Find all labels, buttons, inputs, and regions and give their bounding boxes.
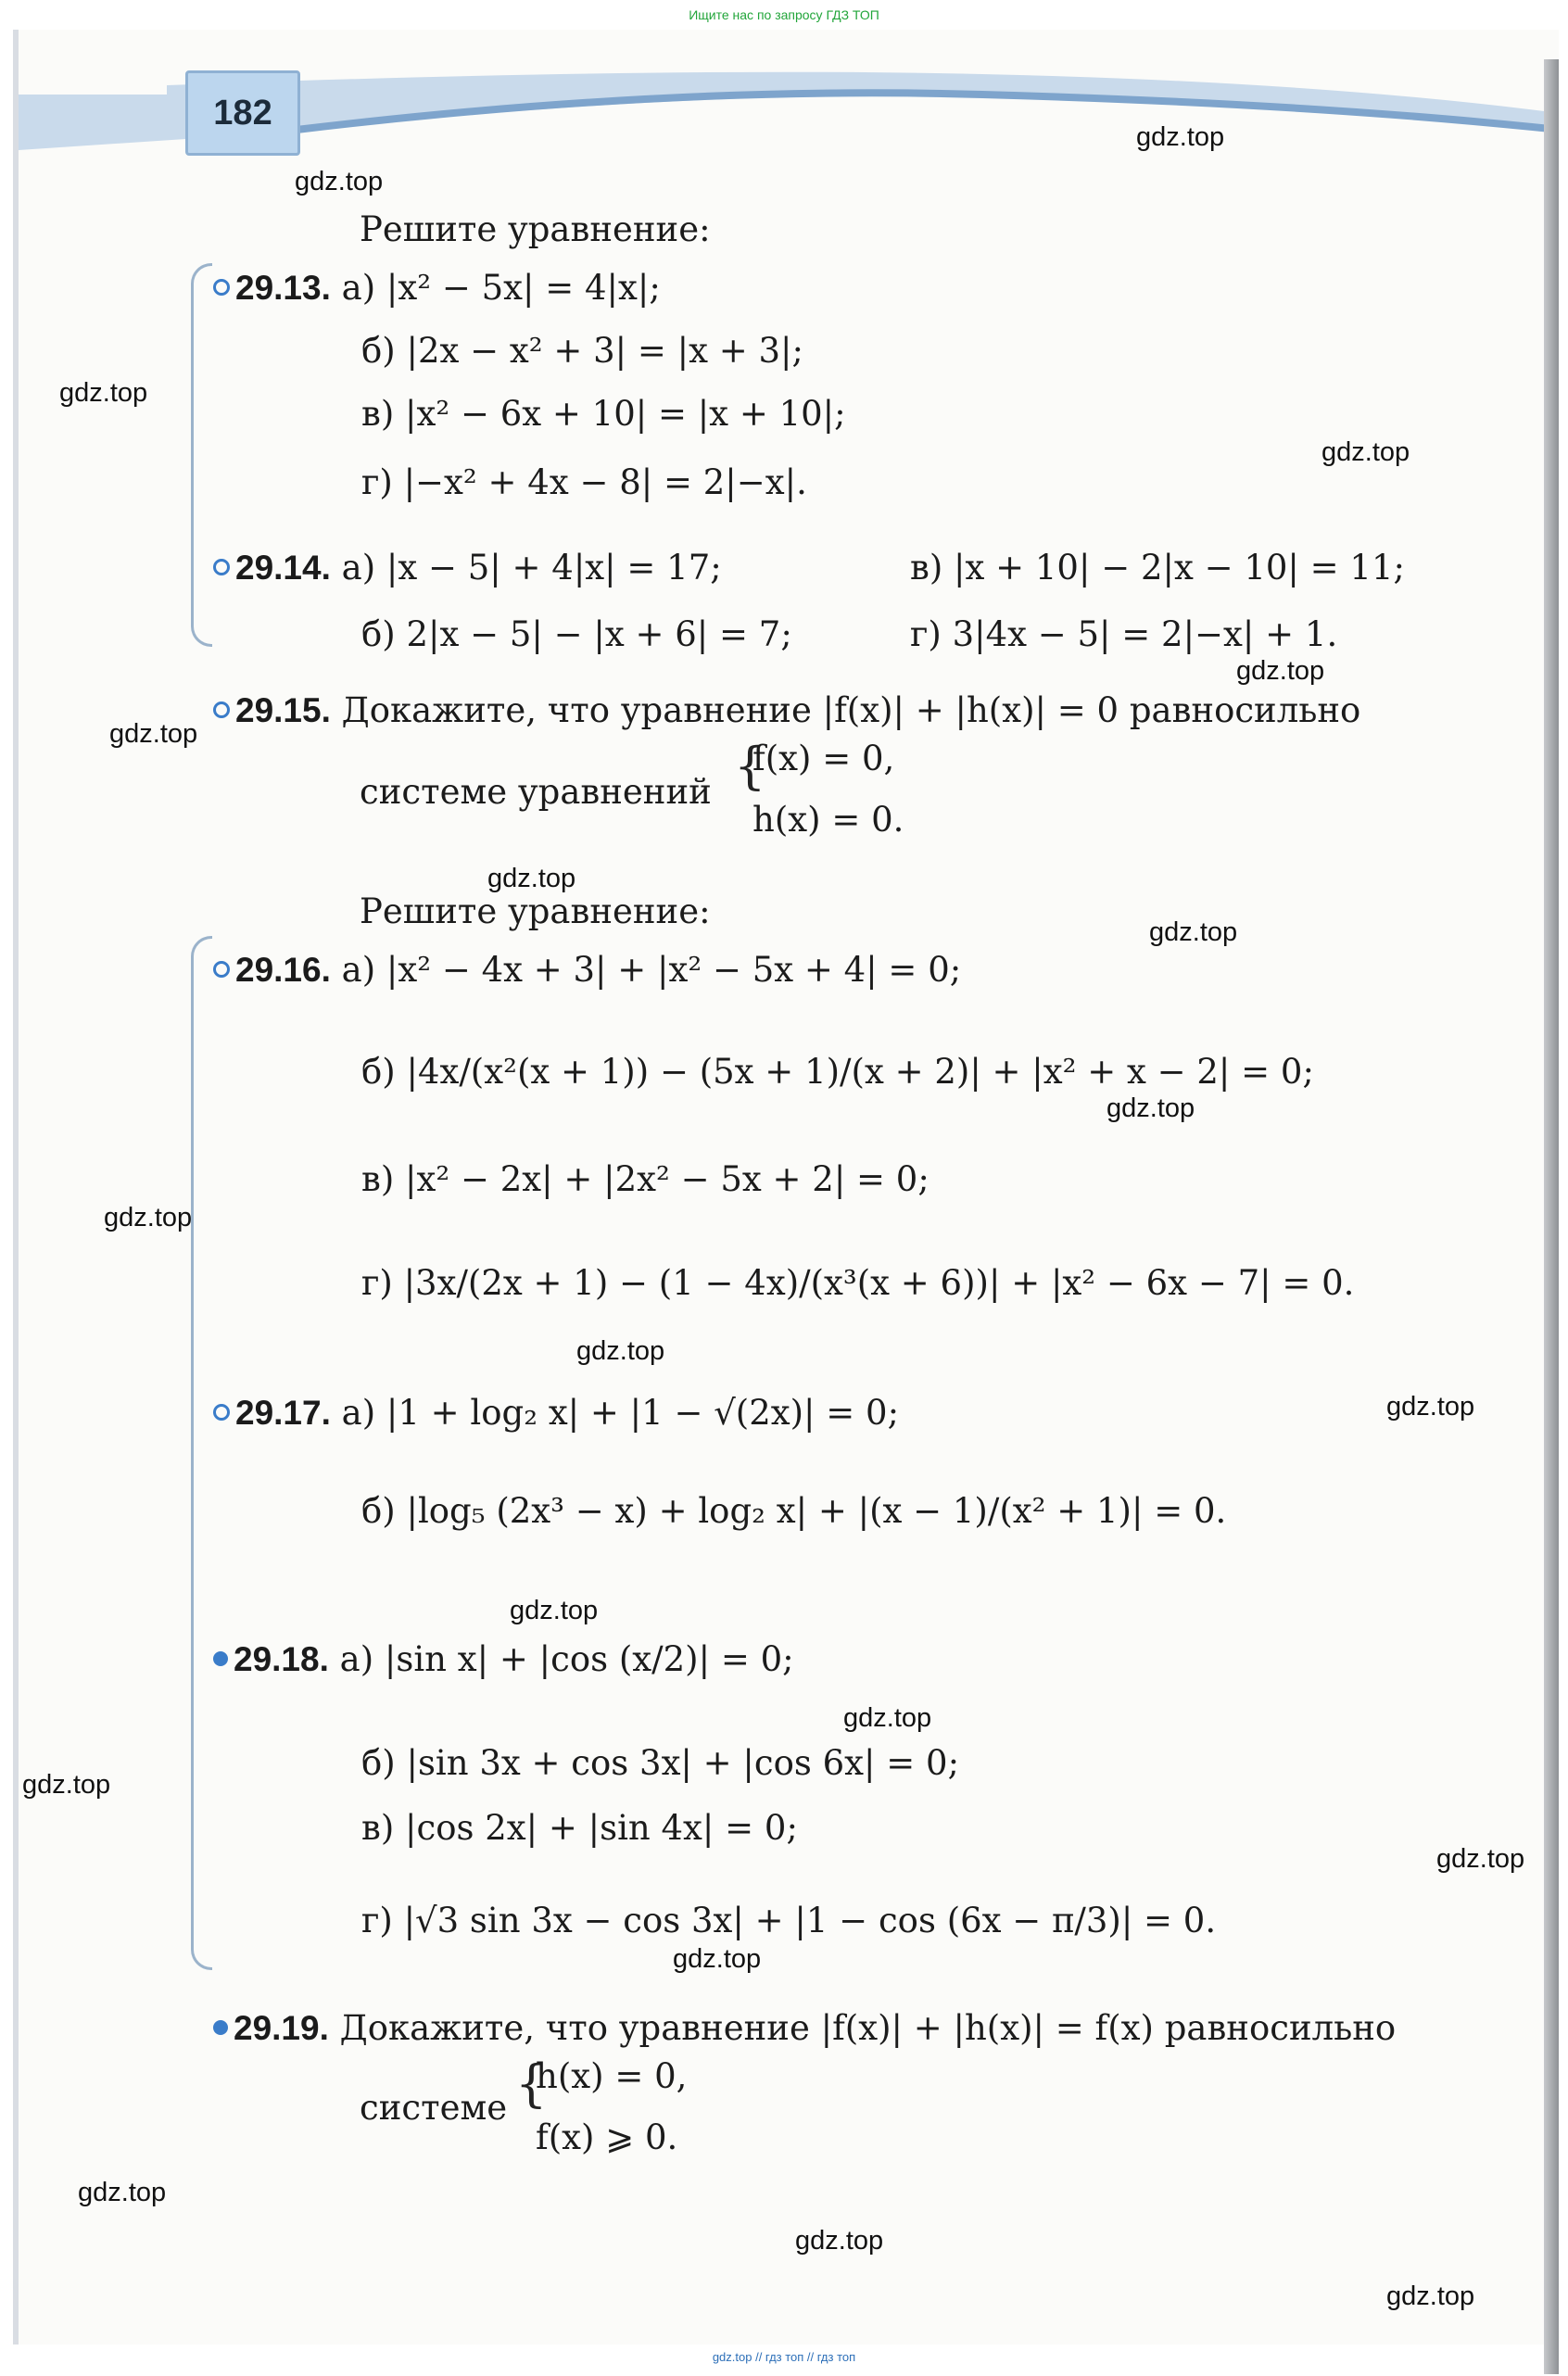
problem-text: системе [360,2088,508,2128]
problem-text: системе уравнений [360,772,712,812]
system-eq: h(x) = 0, [536,2056,688,2096]
watermark: gdz.top [1386,2281,1475,2311]
system-eq: h(x) = 0. [752,800,904,840]
watermark: gdz.top [576,1336,665,1366]
bottom-banner: gdz.top // гдз топ // гдз топ [712,2350,856,2364]
problem-29-15: 29.15. Докажите, что уравнение |f(x)| + |h(x)| = 0 равносильно [213,693,1360,727]
section-heading: Решите уравнение: [360,209,711,249]
watermark: gdz.top [295,167,384,196]
page-number: 182 [185,70,300,156]
problem-part: г) |−x² + 4x − 8| = 2|−x|. [361,462,807,502]
watermark: gdz.top [1136,122,1225,152]
problem-29-19: 29.19. Докажите, что уравнение |f(x)| + |h(x)| = f(x) равносильно [213,2011,1396,2045]
open-circle-icon [213,961,230,978]
top-banner: Ищите нас по запросу ГДЗ ТОП [689,7,879,22]
watermark: gdz.top [1386,1392,1475,1422]
open-circle-icon [213,279,230,296]
open-circle-icon [213,559,230,575]
watermark: gdz.top [795,2226,884,2256]
problem-part: г) |3x/(2x + 1) − (1 − 4x)/(x³(x + 6))| + |x² − 6x − 7| = 0. [361,1263,1355,1303]
watermark: gdz.top [487,864,576,893]
problem-part: в) |x² − 6x + 10| = |x + 10|; [361,394,846,434]
problem-part: в) |x² − 2x| + |2x² − 5x + 2| = 0; [361,1159,929,1199]
filled-circle-icon [213,2020,228,2035]
problem-part: в) |x + 10| − 2|x − 10| = 11; [910,548,1405,588]
problem-part: б) |sin 3x + cos 3x| + |cos 6x| = 0; [361,1743,960,1783]
group-bracket [191,936,212,1970]
watermark: gdz.top [22,1770,111,1800]
watermark: gdz.top [78,2178,167,2207]
problem-part: б) |2x − x² + 3| = |x + 3|; [361,331,803,371]
problem-part: б) 2|x − 5| − |x + 6| = 7; [361,614,792,654]
problem-29-13: 29.13. а) |x² − 5x| = 4|x|; [213,271,661,305]
system-eq: f(x) = 0, [752,739,895,778]
filled-circle-icon [213,1651,228,1666]
watermark: gdz.top [843,1703,932,1733]
system-eq: f(x) ⩾ 0. [536,2117,678,2157]
watermark: gdz.top [673,1944,762,1974]
watermark: gdz.top [109,719,198,749]
problem-29-14: 29.14. а) |x − 5| + 4|x| = 17; [213,550,722,585]
group-bracket [191,263,212,647]
watermark: gdz.top [1436,1844,1525,1874]
problem-29-16: 29.16. а) |x² − 4x + 3| + |x² − 5x + 4| = 0; [213,953,961,987]
section-heading: Решите уравнение: [360,891,711,931]
watermark: gdz.top [1236,656,1325,686]
watermark: gdz.top [59,378,148,408]
page-edge [1544,59,1559,2374]
system-brace: { [515,2054,548,2113]
open-circle-icon [213,1404,230,1421]
watermark: gdz.top [1321,437,1410,467]
watermark: gdz.top [104,1203,193,1232]
watermark: gdz.top [1149,917,1238,947]
system-brace: { [734,737,766,795]
problem-part: б) |log₅ (2x³ − x) + log₂ x| + |(x − 1)/(x² + 1)| = 0. [361,1491,1227,1531]
open-circle-icon [213,701,230,718]
problem-part: г) 3|4x − 5| = 2|−x| + 1. [910,614,1338,654]
watermark: gdz.top [510,1596,599,1625]
problem-part: г) |√3 sin 3x − cos 3x| + |1 − cos (6x − π/3)| = 0. [361,1901,1217,1940]
problem-29-17: 29.17. а) |1 + log₂ x| + |1 − √(2x)| = 0; [213,1396,899,1430]
problem-part: в) |cos 2x| + |sin 4x| = 0; [361,1808,798,1848]
problem-29-18: 29.18. а) |sin x| + |cos (x/2)| = 0; [213,1642,794,1676]
watermark: gdz.top [1106,1093,1195,1123]
problem-part: б) |4x/(x²(x + 1)) − (5x + 1)/(x + 2)| + |x² + x − 2| = 0; [361,1052,1314,1092]
page-header [19,30,1559,159]
